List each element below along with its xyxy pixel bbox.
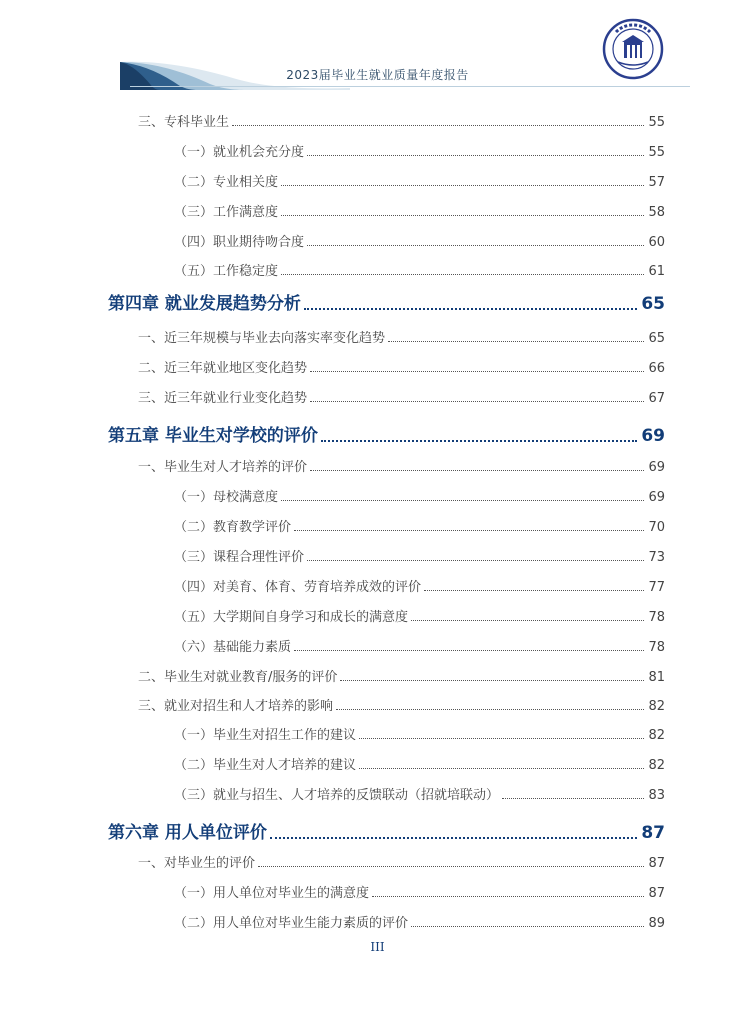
toc-entry-page-number: 83 (648, 788, 665, 803)
toc-chapter-entry[interactable] (108, 421, 665, 446)
toc-chapter-entry[interactable] (108, 818, 665, 843)
toc-entry[interactable] (174, 636, 665, 655)
toc-entry-title: 三、近三年就业行业变化趋势 (138, 391, 308, 406)
toc-entry-title: （三）课程合理性评价 (174, 550, 305, 565)
dot-leader (232, 124, 644, 126)
dot-leader (294, 649, 644, 651)
toc-entry-title: （二）教育教学评价 (174, 520, 292, 535)
toc-entry[interactable] (138, 357, 665, 376)
dot-leader (307, 154, 644, 156)
toc-entry-title: （一）就业机会充分度 (174, 145, 305, 160)
dot-leader (258, 865, 644, 867)
dot-leader (424, 589, 644, 591)
dot-leader (372, 895, 644, 897)
toc-entry-title: （二）毕业生对人才培养的建议 (174, 758, 357, 773)
dot-leader (336, 708, 644, 710)
toc-entry[interactable] (174, 724, 665, 743)
dot-leader (359, 767, 644, 769)
toc-entry[interactable] (174, 260, 665, 279)
toc-chapter-entry[interactable] (108, 289, 665, 314)
toc-entry-page-number: 60 (648, 235, 665, 250)
toc-entry[interactable] (174, 201, 665, 220)
toc-entry[interactable] (174, 754, 665, 773)
toc-entry-page-number: 78 (648, 640, 665, 655)
page-number: III (370, 940, 385, 954)
toc-entry-page-number: 82 (648, 699, 665, 714)
toc-entry-title: 二、毕业生对就业教育/服务的评价 (138, 670, 338, 685)
toc-entry-title: （二）专业相关度 (174, 175, 279, 190)
dot-leader (310, 370, 644, 372)
toc-entry-title: （五）工作稳定度 (174, 264, 279, 279)
toc-entry[interactable] (174, 912, 665, 931)
toc-entry[interactable] (174, 546, 665, 565)
toc-entry-page-number: 82 (648, 728, 665, 743)
toc-entry-title: （四）职业期待吻合度 (174, 235, 305, 250)
toc-entry-title: （一）毕业生对招生工作的建议 (174, 728, 357, 743)
toc-entry-title: （一）用人单位对毕业生的满意度 (174, 886, 370, 901)
toc-entry-title: 一、毕业生对人才培养的评价 (138, 460, 308, 475)
toc-entry-title: 第四章 就业发展趋势分析 (108, 294, 301, 314)
toc-entry-page-number: 58 (648, 205, 665, 220)
toc-entry-title: （三）就业与招生、人才培养的反馈联动（招就培联动） (174, 788, 500, 803)
toc-entry-page-number: 87 (641, 823, 665, 843)
toc-entry[interactable] (138, 666, 665, 685)
toc-entry-title: 三、专科毕业生 (138, 115, 230, 130)
toc-entry-title: （四）对美育、体育、劳育培养成效的评价 (174, 580, 422, 595)
dot-leader (359, 737, 644, 739)
toc-entry-page-number: 81 (648, 670, 665, 685)
toc-entry-page-number: 87 (648, 886, 665, 901)
header-rule (130, 86, 690, 87)
dot-leader (281, 499, 644, 501)
dot-leader (294, 529, 644, 531)
toc-entry-page-number: 65 (648, 331, 665, 346)
dot-leader (310, 469, 644, 471)
toc-entry[interactable] (174, 882, 665, 901)
dot-leader (307, 244, 644, 246)
toc-entry[interactable] (174, 516, 665, 535)
toc-entry-page-number: 87 (648, 856, 665, 871)
dot-leader (340, 679, 644, 681)
dot-leader (411, 619, 644, 621)
toc-entry-page-number: 57 (648, 175, 665, 190)
toc-entry-page-number: 89 (648, 916, 665, 931)
toc-entry[interactable] (138, 387, 665, 406)
toc-entry[interactable] (138, 695, 665, 714)
dot-leader (502, 797, 644, 799)
toc-entry[interactable] (174, 784, 665, 803)
toc-entry[interactable] (138, 327, 665, 346)
toc-entry[interactable] (174, 486, 665, 505)
page-header (0, 0, 755, 100)
toc-entry-page-number: 55 (648, 145, 665, 160)
toc-entry-title: （六）基础能力素质 (174, 640, 292, 655)
toc-entry[interactable] (174, 171, 665, 190)
toc-entry-page-number: 73 (648, 550, 665, 565)
toc-entry[interactable] (174, 231, 665, 250)
toc-entry-page-number: 78 (648, 610, 665, 625)
toc-entry-title: 二、近三年就业地区变化趋势 (138, 361, 308, 376)
toc-entry[interactable] (174, 606, 665, 625)
dot-leader (281, 184, 644, 186)
toc-entry-page-number: 66 (648, 361, 665, 376)
dot-leader (281, 273, 644, 275)
toc-entry-page-number: 55 (648, 115, 665, 130)
toc-entry-title: 一、近三年规模与毕业去向落实率变化趋势 (138, 331, 386, 346)
toc-entry[interactable] (174, 141, 665, 160)
toc-entry-page-number: 70 (648, 520, 665, 535)
university-seal-logo (602, 18, 664, 80)
toc-entry[interactable] (138, 111, 665, 130)
toc-entry[interactable] (138, 456, 665, 475)
dot-leader (304, 307, 637, 310)
toc-entry-title: （五）大学期间自身学习和成长的满意度 (174, 610, 409, 625)
dot-leader (310, 400, 644, 402)
toc-entry-page-number: 77 (648, 580, 665, 595)
dot-leader (281, 214, 644, 216)
dot-leader (321, 439, 637, 442)
toc-entry-page-number: 67 (648, 391, 665, 406)
toc-entry-title: （二）用人单位对毕业生能力素质的评价 (174, 916, 409, 931)
toc-entry-page-number: 69 (648, 490, 665, 505)
dot-leader (388, 340, 644, 342)
toc-entry[interactable] (174, 576, 665, 595)
toc-entry-title: 一、对毕业生的评价 (138, 856, 256, 871)
toc-entry-page-number: 69 (648, 460, 665, 475)
toc-entry-title: 第六章 用人单位评价 (108, 823, 267, 843)
dot-leader (307, 559, 644, 561)
toc-entry-page-number: 69 (641, 426, 665, 446)
toc-entry-title: 第五章 毕业生对学校的评价 (108, 426, 318, 446)
toc-entry-page-number: 82 (648, 758, 665, 773)
dot-leader (270, 836, 637, 839)
toc-entry-title: （一）母校满意度 (174, 490, 279, 505)
toc-entry-page-number: 65 (641, 294, 665, 314)
header-title: 2023届毕业生就业质量年度报告 (286, 68, 469, 82)
dot-leader (411, 925, 644, 927)
toc-entry[interactable] (138, 852, 665, 871)
toc-entry-title: （三）工作满意度 (174, 205, 279, 220)
toc-entry-title: 三、就业对招生和人才培养的影响 (138, 699, 334, 714)
toc-entry-page-number: 61 (648, 264, 665, 279)
